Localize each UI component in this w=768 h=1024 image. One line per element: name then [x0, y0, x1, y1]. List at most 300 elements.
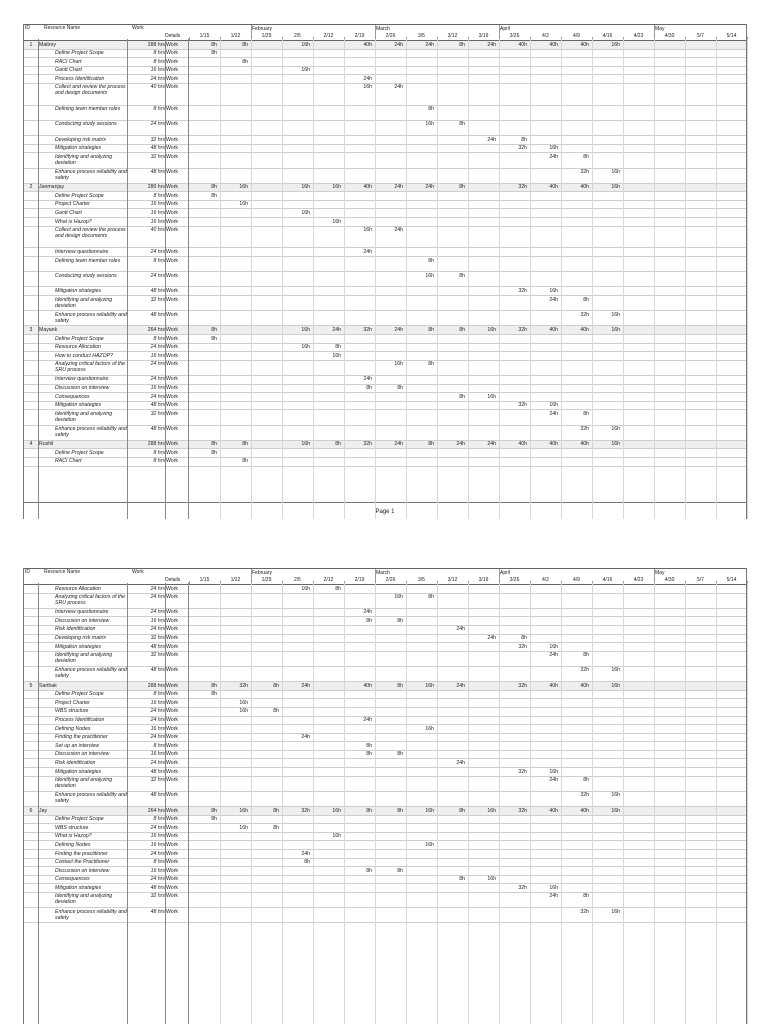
task-name: How to conduct HAZOP?	[55, 352, 113, 359]
task-row	[24, 121, 746, 136]
details-label: Work	[166, 184, 179, 191]
details-label: Work	[166, 768, 179, 775]
week-work-cell: 40h	[363, 682, 372, 689]
details-label: Work	[166, 667, 179, 674]
task-row	[24, 867, 746, 876]
week-work-cell: 8h	[366, 742, 372, 749]
month-label: May	[655, 26, 665, 32]
week-work-cell: 8h	[583, 777, 589, 784]
task-name: Interview questionnaire	[55, 248, 109, 255]
week-work-cell: 8h	[211, 335, 217, 342]
column-divider	[127, 39, 128, 519]
task-row	[24, 643, 746, 652]
task-row	[24, 585, 746, 594]
task-row	[24, 272, 746, 287]
week-gridline	[499, 583, 500, 1024]
week-work-cell: 8h	[428, 257, 434, 264]
week-work-cell: 8h	[459, 272, 465, 279]
task-row	[24, 667, 746, 682]
week-label: 5/14	[726, 33, 737, 39]
week-work-cell: 8h	[242, 58, 248, 65]
week-work-cell: 8h	[211, 807, 217, 814]
week-gridline	[592, 39, 593, 519]
task-name: Discussion on interview	[55, 867, 110, 874]
details-label: Work	[166, 734, 179, 741]
task-name: Mitigation strategies	[55, 287, 102, 294]
resource-summary-row	[24, 807, 746, 816]
details-column-header: Details	[165, 577, 181, 583]
task-name: Identifying and analyzing deviation	[55, 296, 113, 309]
week-label: 2/5	[294, 33, 301, 39]
week-work-cell: 32h	[518, 807, 527, 814]
week-work-cell: 16h	[332, 807, 341, 814]
week-work-cell: 8h	[459, 41, 465, 48]
column-divider	[127, 583, 128, 1024]
week-work-cell: 32h	[580, 311, 589, 318]
details-label: Work	[166, 850, 179, 857]
week-work-cell: 40h	[580, 184, 589, 191]
week-label: 3/26	[509, 577, 520, 583]
week-work-cell: 16h	[363, 84, 372, 91]
week-work-cell: 8h	[583, 410, 589, 417]
week-work-cell: 8h	[366, 867, 372, 874]
week-work-cell: 24h	[394, 84, 403, 91]
week-work-cell: 32h	[580, 792, 589, 799]
week-label: 3/19	[478, 577, 489, 583]
task-row	[24, 344, 746, 353]
task-name: Identifying and analyzing deviation	[55, 410, 113, 423]
column-divider	[165, 583, 166, 1024]
week-work-cell: 16h	[425, 841, 434, 848]
work-hours: 24 hrs	[150, 272, 165, 279]
column-divider	[38, 39, 39, 519]
week-work-cell: 8h	[459, 184, 465, 191]
task-row	[24, 227, 746, 249]
task-row	[24, 725, 746, 734]
week-work-cell: 24h	[549, 777, 558, 784]
task-row	[24, 287, 746, 296]
week-work-cell: 16h	[394, 594, 403, 601]
work-hours: 8 hrs	[153, 58, 165, 65]
details-label: Work	[166, 410, 179, 417]
week-gridline	[530, 39, 531, 519]
month-label: April	[500, 26, 511, 32]
week-label: 4/30	[664, 33, 675, 39]
work-hours: 48 hrs	[150, 643, 165, 650]
work-hours: 8 hrs	[153, 458, 165, 465]
task-row	[24, 717, 746, 726]
task-row	[24, 385, 746, 394]
details-label: Work	[166, 635, 179, 642]
work-hours: 32 hrs	[150, 410, 165, 417]
week-label: 2/5	[294, 577, 301, 583]
week-work-cell: 24h	[549, 296, 558, 303]
week-work-cell: 16h	[301, 209, 310, 216]
week-gridline	[592, 583, 593, 1024]
task-row	[24, 153, 746, 168]
week-gridline	[375, 583, 376, 1024]
work-hours: 264 hrs	[147, 326, 165, 333]
resource-name: Rushil	[39, 441, 54, 448]
work-hours: 48 hrs	[150, 402, 165, 409]
work-hours: 24 hrs	[150, 850, 165, 857]
week-work-cell: 8h	[397, 751, 403, 758]
details-label: Work	[166, 402, 179, 409]
week-work-cell: 16h	[611, 807, 620, 814]
work-hours: 8 hrs	[153, 50, 165, 57]
details-label: Work	[166, 136, 179, 143]
week-work-cell: 16h	[301, 585, 310, 592]
week-work-cell: 40h	[363, 184, 372, 191]
week-work-cell: 8h	[211, 192, 217, 199]
details-label: Work	[166, 833, 179, 840]
details-label: Work	[166, 617, 179, 624]
week-gridline	[220, 583, 221, 1024]
task-name: Mitigation strategies	[55, 402, 102, 409]
week-work-cell: 16h	[611, 908, 620, 915]
week-label: 2/12	[323, 577, 334, 583]
work-hours: 32 hrs	[150, 777, 165, 784]
week-work-cell: 8h	[459, 121, 465, 128]
week-work-cell: 24h	[394, 441, 403, 448]
month-label: February	[252, 26, 273, 32]
task-name: Resource Allocation	[55, 344, 101, 351]
resource-id: 1	[29, 41, 33, 48]
task-name: Enhance process reliability and safety	[55, 908, 127, 921]
column-divider	[188, 583, 189, 1024]
details-label: Work	[166, 867, 179, 874]
details-label: Work	[166, 859, 179, 866]
details-label: Work	[166, 272, 179, 279]
table-header	[24, 568, 746, 585]
week-work-cell: 8h	[304, 859, 310, 866]
week-label: 3/12	[447, 577, 458, 583]
week-gridline	[313, 583, 314, 1024]
task-row	[24, 751, 746, 760]
week-work-cell: 8h	[459, 326, 465, 333]
details-label: Work	[166, 876, 179, 883]
task-name: Defining Nodes	[55, 725, 91, 732]
week-work-cell: 8h	[397, 807, 403, 814]
week-work-cell: 40h	[549, 41, 558, 48]
task-row	[24, 841, 746, 850]
week-work-cell: 16h	[549, 145, 558, 152]
week-work-cell: 8h	[521, 136, 527, 143]
week-work-cell: 16h	[394, 361, 403, 368]
task-row	[24, 376, 746, 385]
week-label: 2/26	[385, 33, 396, 39]
task-row	[24, 458, 746, 467]
week-work-cell: 24h	[301, 734, 310, 741]
resource-name: Maitrey	[39, 41, 57, 48]
details-label: Work	[166, 759, 179, 766]
week-work-cell: 24h	[456, 682, 465, 689]
resource-id: 4	[29, 441, 33, 448]
task-name: Enhance process reliability and safety	[55, 426, 127, 439]
work-hours: 40 hrs	[150, 84, 165, 91]
week-work-cell: 16h	[487, 326, 496, 333]
task-row	[24, 145, 746, 154]
week-label: 4/2	[542, 577, 549, 583]
work-hours: 48 hrs	[150, 169, 165, 176]
task-row	[24, 410, 746, 425]
week-work-cell: 32h	[518, 184, 527, 191]
details-label: Work	[166, 777, 179, 784]
week-work-cell: 8h	[459, 393, 465, 400]
week-work-cell: 32h	[518, 643, 527, 650]
week-work-cell: 16h	[611, 426, 620, 433]
task-name: Mitigation strategies	[55, 145, 102, 152]
task-row	[24, 617, 746, 626]
task-name: Defining team member roles	[55, 106, 121, 113]
work-hours: 32 hrs	[150, 893, 165, 900]
month-label: April	[500, 570, 511, 576]
week-gridline	[437, 39, 438, 519]
work-hours: 24 hrs	[150, 376, 165, 383]
task-name: Discussion on interview	[55, 751, 110, 758]
week-work-cell: 16h	[425, 272, 434, 279]
week-work-cell: 8h	[428, 326, 434, 333]
task-name: Mitigation strategies	[55, 884, 102, 891]
task-name: Finding the practitioner	[55, 850, 108, 857]
work-column-header: Work	[132, 569, 144, 575]
week-label: 4/23	[633, 577, 644, 583]
week-gridline	[282, 39, 283, 519]
week-work-cell: 16h	[549, 768, 558, 775]
work-hours: 8 hrs	[153, 691, 165, 698]
week-gridline	[406, 583, 407, 1024]
task-name: Identifying and analyzing deviation	[55, 893, 113, 906]
work-hours: 16 hrs	[150, 699, 165, 706]
work-hours: 280 hrs	[147, 184, 165, 191]
week-gridline	[499, 39, 500, 519]
work-hours: 40 hrs	[150, 227, 165, 234]
details-label: Work	[166, 792, 179, 799]
details-label: Work	[166, 201, 179, 208]
details-label: Work	[166, 50, 179, 57]
week-work-cell: 32h	[301, 807, 310, 814]
work-hours: 24 hrs	[150, 824, 165, 831]
week-work-cell: 24h	[487, 41, 496, 48]
task-name: Process Identification	[55, 717, 105, 723]
week-work-cell: 8h	[211, 184, 217, 191]
task-name: Enhance process reliability and safety	[55, 311, 127, 324]
week-work-cell: 8h	[211, 441, 217, 448]
week-work-cell: 16h	[611, 441, 620, 448]
task-name: Finding the practitioner	[55, 734, 108, 741]
task-name: RACI Chart	[55, 458, 82, 465]
work-hours: 8 hrs	[153, 335, 165, 342]
task-row	[24, 136, 746, 145]
task-name: Defining Nodes	[55, 841, 91, 848]
task-name: Developing risk matrix	[55, 635, 107, 642]
details-label: Work	[166, 67, 179, 74]
work-hours: 32 hrs	[150, 136, 165, 143]
details-column-header: Details	[165, 33, 181, 39]
details-label: Work	[166, 585, 179, 592]
work-hours: 24 hrs	[150, 248, 165, 255]
week-work-cell: 16h	[611, 667, 620, 674]
week-work-cell: 40h	[580, 682, 589, 689]
week-work-cell: 24h	[456, 441, 465, 448]
details-label: Work	[166, 824, 179, 831]
details-label: Work	[166, 807, 179, 814]
week-work-cell: 8h	[335, 441, 341, 448]
work-hours: 8 hrs	[153, 742, 165, 749]
task-name: Resource Allocation	[55, 585, 101, 592]
week-work-cell: 24h	[456, 626, 465, 633]
details-label: Work	[166, 376, 179, 383]
week-work-cell: 32h	[363, 326, 372, 333]
week-work-cell: 24h	[425, 184, 434, 191]
work-hours: 8 hrs	[153, 816, 165, 823]
week-gridline	[282, 583, 283, 1024]
task-name: Gantt Chart	[55, 209, 82, 216]
details-label: Work	[166, 352, 179, 359]
week-work-cell: 16h	[611, 792, 620, 799]
week-work-cell: 32h	[363, 441, 372, 448]
week-work-cell: 16h	[487, 807, 496, 814]
task-row	[24, 335, 746, 344]
week-work-cell: 16h	[425, 807, 434, 814]
week-gridline	[344, 583, 345, 1024]
details-label: Work	[166, 41, 179, 48]
task-row	[24, 311, 746, 326]
week-work-cell: 24h	[363, 248, 372, 255]
week-work-cell: 24h	[549, 893, 558, 900]
week-label: 3/19	[478, 33, 489, 39]
details-label: Work	[166, 248, 179, 255]
week-gridline	[747, 583, 748, 1024]
week-work-cell: 8h	[242, 41, 248, 48]
week-work-cell: 24h	[363, 717, 372, 723]
week-work-cell: 16h	[611, 184, 620, 191]
details-label: Work	[166, 326, 179, 333]
resource-summary-row	[24, 441, 746, 450]
week-work-cell: 8h	[459, 876, 465, 883]
task-name: Project Charter	[55, 201, 90, 208]
week-tick	[189, 581, 190, 584]
week-work-cell: 8h	[242, 441, 248, 448]
week-work-cell: 8h	[397, 617, 403, 624]
week-work-cell: 8h	[583, 893, 589, 900]
week-work-cell: 8h	[583, 652, 589, 659]
week-work-cell: 16h	[425, 725, 434, 732]
week-work-cell: 16h	[332, 833, 341, 840]
week-label: 4/30	[664, 577, 675, 583]
week-work-cell: 16h	[332, 218, 341, 225]
task-name: Analyzing critical factors of the SRU process	[55, 594, 126, 607]
details-label: Work	[166, 227, 179, 234]
details-label: Work	[166, 725, 179, 732]
week-work-cell: 32h	[580, 908, 589, 915]
week-gridline	[313, 39, 314, 519]
week-work-cell: 24h	[549, 652, 558, 659]
task-row	[24, 218, 746, 227]
week-work-cell: 16h	[487, 876, 496, 883]
week-work-cell: 24h	[487, 635, 496, 642]
week-work-cell: 24h	[487, 136, 496, 143]
resource-summary-row	[24, 41, 746, 50]
week-work-cell: 24h	[301, 850, 310, 857]
week-work-cell: 8h	[366, 385, 372, 392]
task-row	[24, 50, 746, 59]
details-label: Work	[166, 717, 179, 723]
week-label: 3/5	[418, 33, 425, 39]
task-row	[24, 893, 746, 908]
task-name: Risk identification	[55, 626, 96, 633]
resource-name: Sarthak	[39, 682, 57, 689]
details-label: Work	[166, 58, 179, 65]
week-work-cell: 32h	[518, 402, 527, 409]
task-name: Enhance process reliability and safety	[55, 667, 127, 680]
week-work-cell: 24h	[363, 376, 372, 383]
week-work-cell: 16h	[301, 184, 310, 191]
task-name: Risk identification	[55, 759, 96, 766]
table-header	[24, 24, 746, 41]
task-row	[24, 361, 746, 376]
resource-name: Mayank	[39, 326, 58, 333]
week-work-cell: 16h	[549, 884, 558, 891]
task-row	[24, 248, 746, 257]
work-hours: 8 hrs	[153, 859, 165, 866]
task-row	[24, 833, 746, 842]
task-name: Consequences	[55, 876, 90, 883]
task-row	[24, 635, 746, 644]
details-label: Work	[166, 652, 179, 659]
week-work-cell: 16h	[239, 807, 248, 814]
task-name: Identifying and analyzing deviation	[55, 652, 113, 665]
task-row	[24, 209, 746, 218]
task-name: Contact the Practitioner	[55, 859, 110, 866]
task-name: Identifying and analyzing deviation	[55, 777, 113, 790]
column-divider	[38, 583, 39, 1024]
work-hours: 16 hrs	[150, 751, 165, 758]
task-name: RACI Chart	[55, 58, 82, 65]
week-work-cell: 16h	[301, 67, 310, 74]
work-hours: 16 hrs	[150, 725, 165, 732]
week-label: 1/22	[230, 577, 241, 583]
resource-name: Janmanjay	[39, 184, 65, 191]
task-name: Identifying and analyzing deviation	[55, 153, 113, 166]
task-name: Analyzing critical factors of the SRU process	[55, 361, 126, 374]
task-name: What is Hazop?	[55, 833, 92, 840]
work-hours: 16 hrs	[150, 67, 165, 74]
task-row	[24, 58, 746, 67]
week-label: 3/26	[509, 33, 520, 39]
week-work-cell: 24h	[363, 75, 372, 82]
week-work-cell: 32h	[239, 682, 248, 689]
week-work-cell: 16h	[549, 402, 558, 409]
work-hours: 24 hrs	[150, 717, 165, 723]
task-row	[24, 824, 746, 833]
resource-summary-row	[24, 682, 746, 691]
details-label: Work	[166, 742, 179, 749]
week-work-cell: 40h	[549, 184, 558, 191]
task-name: Conducting study sessions	[55, 121, 117, 128]
task-row	[24, 708, 746, 717]
week-work-cell: 8h	[211, 816, 217, 823]
week-work-cell: 40h	[518, 441, 527, 448]
week-label: 2/12	[323, 33, 334, 39]
task-row	[24, 777, 746, 792]
details-label: Work	[166, 84, 179, 91]
week-work-cell: 8h	[273, 682, 279, 689]
work-hours: 288 hrs	[147, 441, 165, 448]
task-name: Define Project Scope	[55, 50, 104, 57]
work-hours: 16 hrs	[150, 385, 165, 392]
week-work-cell: 40h	[549, 326, 558, 333]
